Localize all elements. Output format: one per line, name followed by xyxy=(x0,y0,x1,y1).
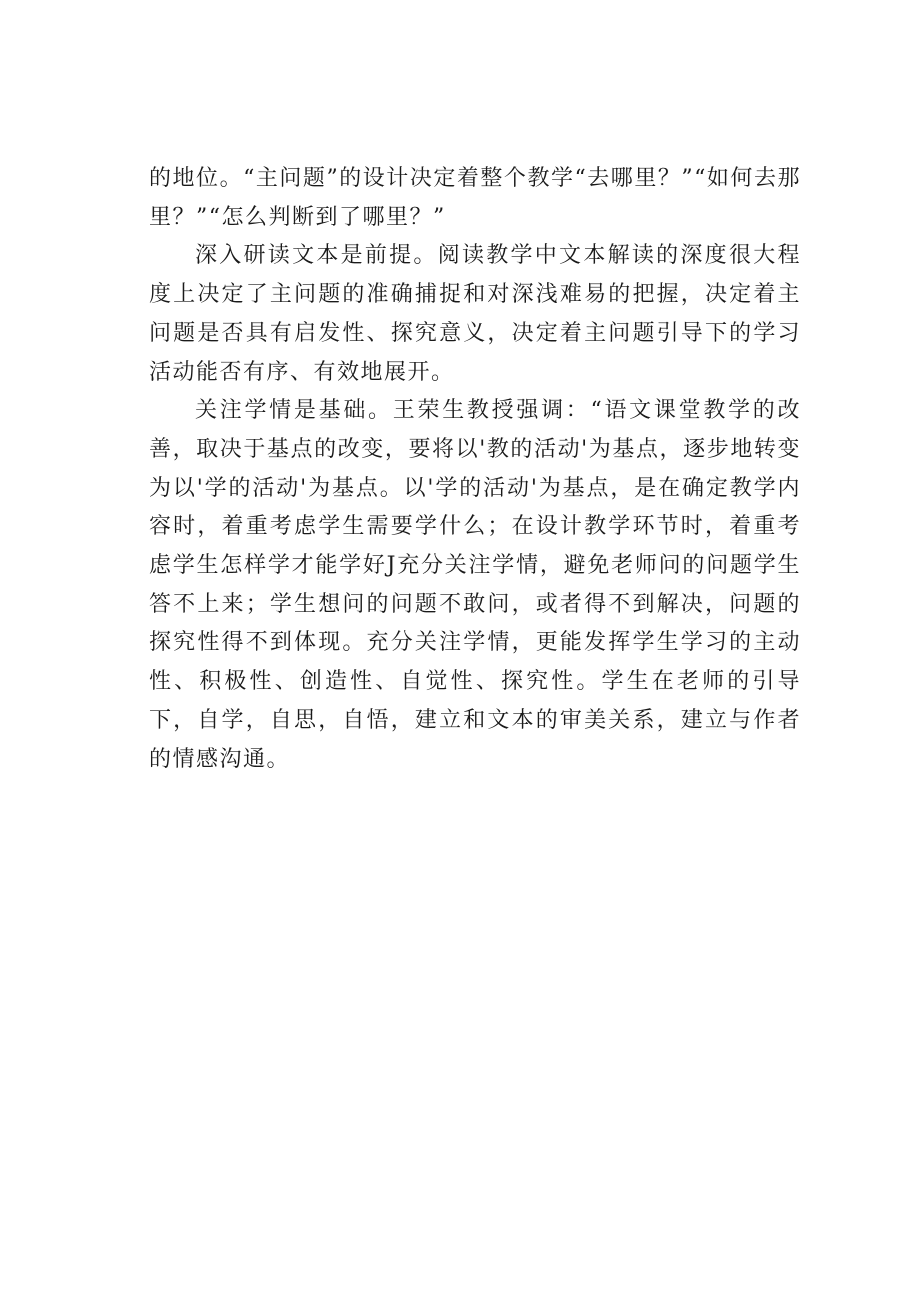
paragraph-main-question-role: 的地位。“主问题”的设计决定着整个教学“去哪里？”“如何去那里？”“怎么判断到了哪里？” xyxy=(149,166,801,230)
paragraph-student-situation-basis: 关注学情是基础。王荣生教授强调：“语文课堂教学的改善，取决于基点的改变，要将以'教的活动'为基点，逐步地转变为以'学的活动'为基点。以'学的活动'为基点，是在确定教学内容时，着重考虑学生需要学什么；在设计教学环节时，着重考虑学生怎样学才能学好J充分关注学情，避免老师问的问题学生答不上来；学生想问的问题不敢问，或者得不到解决，问题的探究性得不到体现。充分关注学情，更能发挥学生学习的主动性、积极性、创造性、自觉性、探究性。学生在老师的引导下，自学，自思，自悟，建立和文本的审美关系，建立与作者的情感沟通。 xyxy=(149,398,801,772)
document-body xyxy=(149,160,801,779)
paragraph-text-study-premise: 深入研读文本是前提。阅读教学中文本解读的深度很大程度上决定了主问题的准确捕捉和对深浅难易的把握，决定着主问题是否具有启发性、探究意义，决定着主问题引导下的学习活动能否有序、有效地展开。 xyxy=(149,243,801,385)
